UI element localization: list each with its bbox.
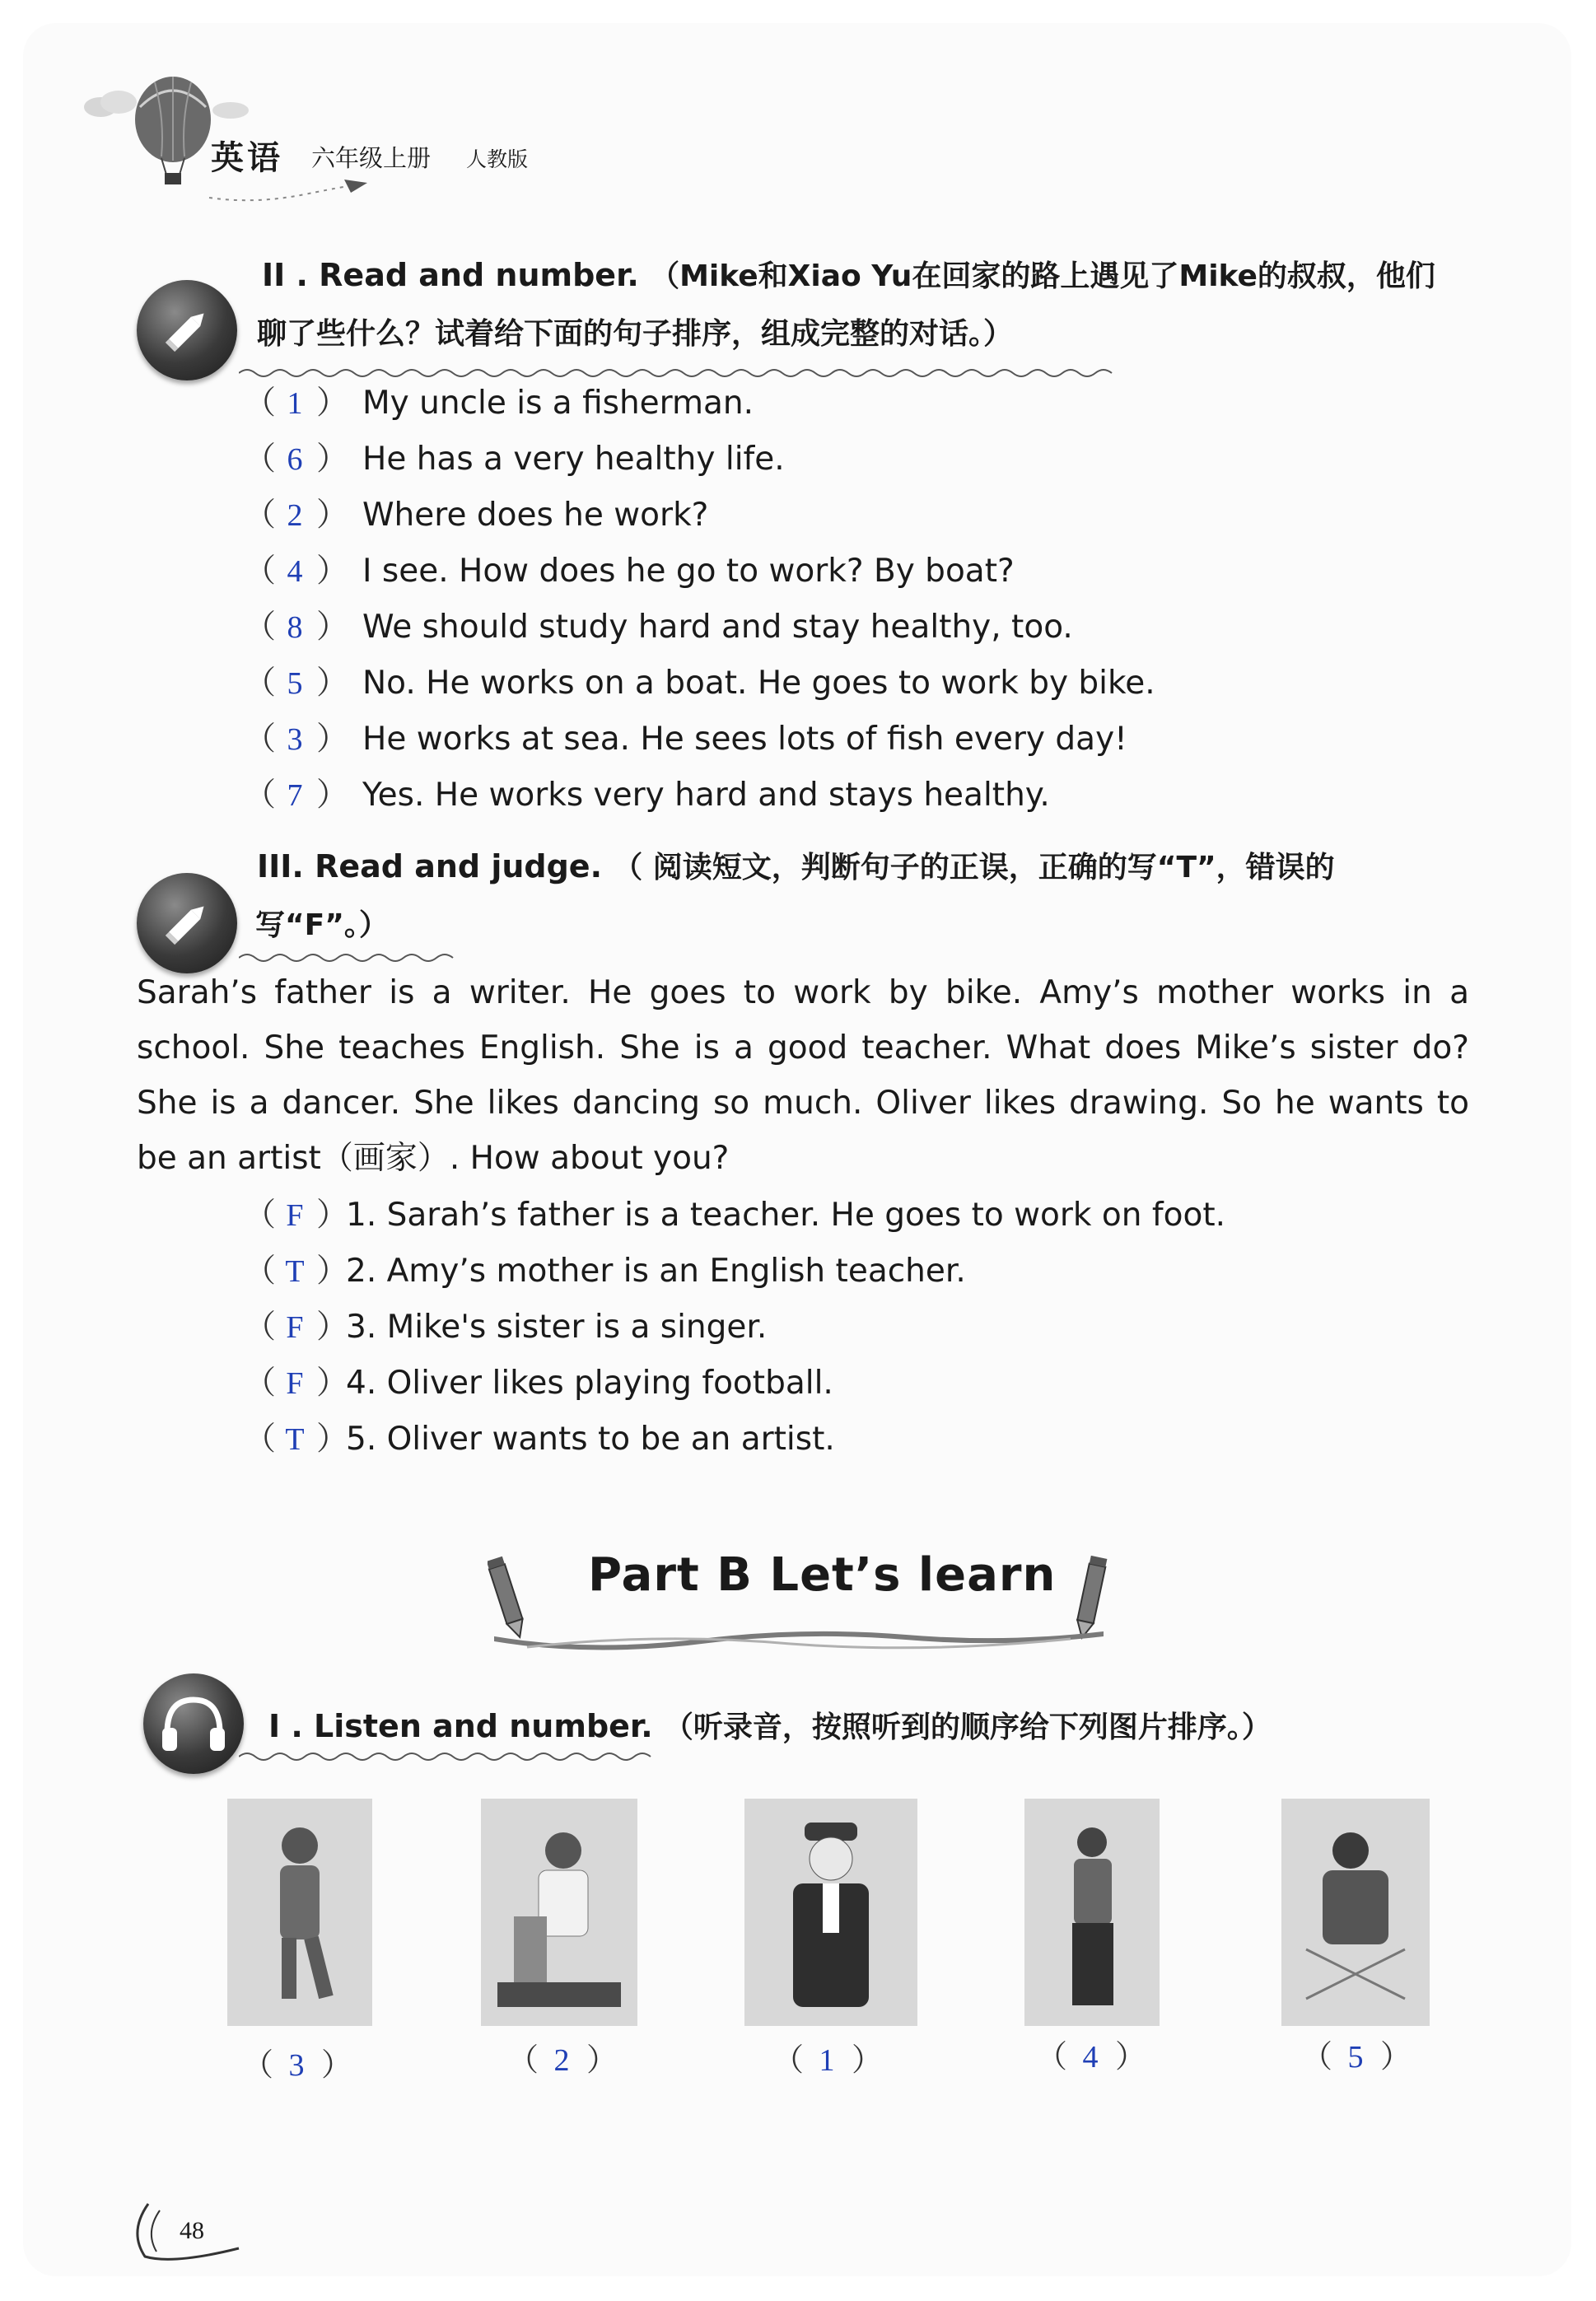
answer-blank[interactable]: 1	[819, 2043, 835, 2078]
cloud-decoration-icon	[82, 89, 140, 119]
listen-instruction: （听录音，按照听到的顺序给下列图片排序。）	[663, 1711, 1272, 1744]
answer-blank[interactable]: F	[286, 1310, 304, 1345]
answer-blank[interactable]: 1	[287, 386, 303, 421]
list-item: （ 2 ） Where does he work?	[244, 488, 1155, 544]
header-grade: 六年级上册	[311, 144, 432, 172]
answer-blank[interactable]: 4	[1082, 2040, 1099, 2075]
list-item: （ 5 ） No. He works on a boat. He goes to work by bike.	[244, 656, 1155, 712]
picture-answer-2: （ 2 ）	[507, 2042, 618, 2078]
scientist-figure-icon	[497, 1818, 621, 2007]
answer-blank[interactable]: T	[285, 1254, 305, 1289]
part-b-title: Part B Let’s learn	[588, 1548, 1057, 1602]
section-3-instruction-line2: 写“F”。）	[255, 908, 389, 942]
wavy-underline	[239, 952, 461, 964]
runner-figure-icon	[1043, 1818, 1141, 2007]
answer-blank[interactable]: 3	[287, 722, 303, 757]
list-item: （ F ）1. Sarah’s father is a teacher. He goes to work on foot.	[244, 1188, 1225, 1244]
police-officer-figure-icon	[765, 1818, 897, 2007]
pencil-section-icon	[137, 280, 237, 380]
paper-plane-trail-icon	[206, 173, 371, 206]
header-edition: 人教版	[466, 147, 529, 171]
header-subject: 英语	[211, 139, 283, 177]
list-item: （ T ）5. Oliver wants to be an artist.	[244, 1412, 1225, 1468]
section-title-read-and-number	[262, 245, 1435, 306]
answer-blank[interactable]: 5	[1347, 2040, 1364, 2075]
picture-answer-1: （ 3 ）	[242, 2047, 353, 2083]
headphones-icon	[159, 1693, 228, 1754]
section-title-read-and-judge	[257, 837, 1335, 898]
list-item: （ 4 ） I see. How does he go to work? By boat?	[244, 544, 1155, 600]
section-2-title: II . Read and number.	[262, 257, 639, 293]
answer-blank[interactable]: 6	[287, 442, 303, 477]
section-3-title: III. Read and judge.	[257, 848, 603, 884]
section-title-listen-and-number	[268, 1697, 1272, 1757]
picture-police-officer	[744, 1799, 917, 2026]
answer-blank[interactable]: F	[286, 1198, 304, 1233]
answer-blank[interactable]: 5	[287, 666, 303, 701]
picture-answer-5: （ 5 ）	[1301, 2038, 1412, 2075]
answer-blank[interactable]: 8	[287, 610, 303, 645]
picture-pilot	[227, 1799, 372, 2026]
picture-answer-4: （ 4 ）	[1036, 2038, 1147, 2075]
list-item: （ 1 ） My uncle is a fisherman.	[244, 376, 1155, 432]
listen-title: I . Listen and number.	[268, 1708, 653, 1744]
cloud-decoration-icon	[211, 99, 250, 120]
pencil-section-icon	[137, 873, 237, 973]
list-item: （ 3 ） He works at sea. He sees lots of fish every day!	[244, 712, 1155, 768]
picture-answer-3: （ 1 ）	[772, 2042, 884, 2078]
wavy-underline	[239, 1751, 659, 1762]
section-2-instruction-line1: （Mike和Xiao Yu在回家的路上遇见了Mike的叔叔，他们	[650, 259, 1435, 293]
answer-blank[interactable]: 4	[287, 554, 303, 589]
list-item: （ F ）3. Mike's sister is a singer.	[244, 1300, 1225, 1356]
list-item: （ 6 ） He has a very healthy life.	[244, 432, 1155, 488]
section-2-instruction-line2: 聊了些什么？试着给下面的句子排序，组成完整的对话。）	[257, 317, 1014, 351]
reading-passage: Sarah’s father is a writer. He goes to work by bike. Amy’s mother works in a school. She teaches English. She is a good teacher. What does Mike’s sister do? She is a dancer. She likes dancing so much. Oliver likes drawing. So he wants to be an artist（画家）. How about you?	[137, 974, 1469, 1177]
headphones-section-icon	[143, 1673, 244, 1774]
list-item: （ T ）2. Amy’s mother is an English teacher.	[244, 1244, 1225, 1300]
answer-blank[interactable]: 2	[553, 2043, 570, 2078]
picture-fisherman	[1281, 1799, 1430, 2026]
list-item: （ 7 ） Yes. He works very hard and stays healthy.	[244, 768, 1155, 824]
list-item: （ 8 ） We should study hard and stay healthy, too.	[244, 600, 1155, 656]
answer-blank[interactable]: 3	[288, 2048, 305, 2083]
page-number: 48	[180, 2217, 204, 2244]
section-3-instruction-line1: （ 阅读短文，判断句子的正误，正确的写“T”，错误的	[613, 851, 1335, 884]
picture-runner	[1024, 1799, 1160, 2026]
read-and-number-list	[244, 376, 1155, 824]
answer-blank[interactable]: 7	[287, 778, 303, 813]
answer-blank[interactable]: 2	[287, 498, 303, 533]
fisherman-figure-icon	[1298, 1818, 1413, 2007]
read-and-judge-list	[244, 1188, 1225, 1468]
picture-scientist	[481, 1799, 637, 2026]
answer-blank[interactable]: F	[286, 1366, 304, 1401]
pencil-icon	[158, 301, 216, 359]
list-item: （ F ）4. Oliver likes playing football.	[244, 1356, 1225, 1412]
brush-stroke-decoration	[494, 1614, 1104, 1655]
pencil-icon	[158, 894, 216, 952]
answer-blank[interactable]: T	[285, 1422, 305, 1457]
pilot-figure-icon	[250, 1818, 349, 2007]
